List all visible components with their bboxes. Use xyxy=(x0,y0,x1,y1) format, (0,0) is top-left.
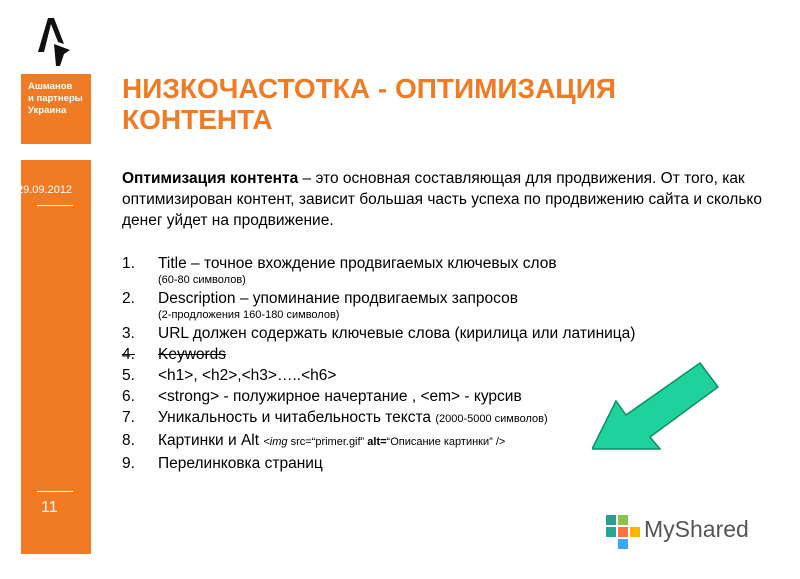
list-note: (2000-5000 символов) xyxy=(435,413,548,425)
img-code xyxy=(263,436,505,448)
list-text: Description – упоминание продвигаемых запросов xyxy=(158,290,518,307)
list-number: 4. xyxy=(122,346,135,363)
list-text: Title – точное вхождение продвигаемых ключевых слов xyxy=(158,255,557,272)
list-number: 3. xyxy=(122,325,135,342)
page-title: НИЗКОЧАСТОТКА - ОПТИМИЗАЦИЯ КОНТЕНТА xyxy=(122,73,617,135)
slide-date: 29.09.2012 xyxy=(17,184,73,196)
list-text: <h1>, <h2>,<h3>…..<h6> xyxy=(158,367,337,384)
brand-line: Ашманов xyxy=(28,81,73,92)
list-number: 8. xyxy=(122,432,135,449)
myshared-watermark: MyShared xyxy=(644,516,749,542)
brand-line: и партнеры xyxy=(28,93,83,104)
list-number: 9. xyxy=(122,455,135,472)
code-alt-value: “Описание картинки” /> xyxy=(386,436,506,448)
green-arrow-icon xyxy=(592,357,724,457)
intro-text: – это основная составляющая для продвижения. От того, как оптимизирован контент, зависит большая часть успеха по продвижению сайта и сколько денег уйдет на продвижение. xyxy=(122,170,762,229)
list-number: 7. xyxy=(122,409,135,426)
list-subtext: (60-80 символов) xyxy=(158,274,246,286)
list-item xyxy=(122,324,762,343)
list-item xyxy=(122,289,762,322)
code-tag: <img xyxy=(263,436,288,448)
list-text: Уникальность и читабельность текста xyxy=(158,409,436,426)
divider xyxy=(37,491,73,492)
list-text: URL должен содержать ключевые слова (кирилица или латиница) xyxy=(158,325,636,342)
list-text: Картинки и Alt xyxy=(158,432,264,449)
myshared-logo-icon xyxy=(606,515,640,549)
list-text: <strong> - полужирное начертание , <em> - курсив xyxy=(158,388,522,405)
list-number: 1. xyxy=(122,255,135,272)
list-item xyxy=(122,254,762,287)
list-text: Keywords xyxy=(158,346,227,363)
brand-line: Украина xyxy=(28,105,67,116)
intro-paragraph xyxy=(122,168,762,231)
ashmanov-logo-icon xyxy=(34,14,74,66)
list-number: 2. xyxy=(122,290,135,307)
list-text: Перелинковка страниц xyxy=(158,455,323,472)
list-subtext: (2-продложения 160-180 символов) xyxy=(158,309,340,321)
divider xyxy=(37,205,73,206)
code-alt: alt= xyxy=(367,436,387,448)
page-number: 11 xyxy=(41,499,58,516)
side-bar xyxy=(17,160,91,554)
list-number: 6. xyxy=(122,388,135,405)
code-src: src=“primer.gif” xyxy=(287,436,368,448)
list-number: 5. xyxy=(122,367,135,384)
brand-box xyxy=(21,74,91,144)
intro-bold: Оптимизация контента xyxy=(122,170,299,187)
